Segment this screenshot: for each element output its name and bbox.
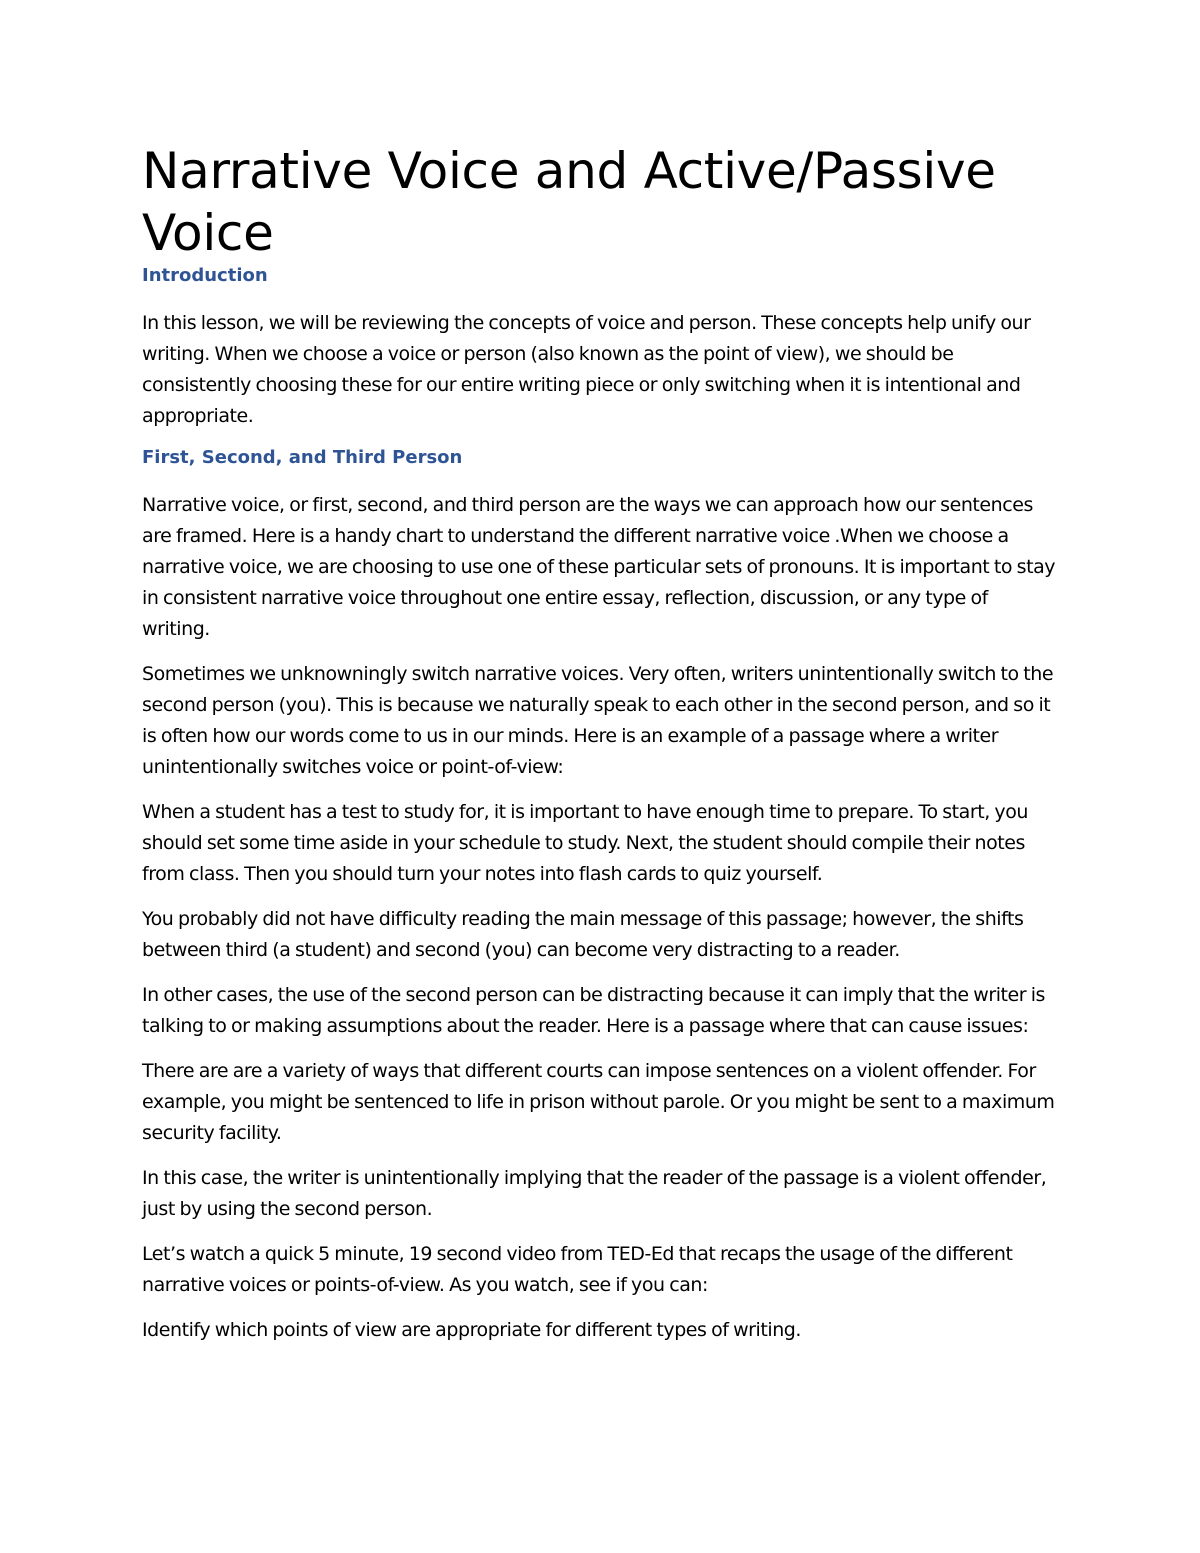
paragraph-example-courts: There are are a variety of ways that different courts can impose sentences on a violent offender. For example, you might be sentenced to life in prison without parole. Or you might be sent to a maximum security facility. [142, 1060, 1055, 1144]
document-body [142, 140, 1060, 1360]
paragraph-in-this-case: In this case, the writer is unintentionally implying that the reader of the passage is a violent offender, just by using the second person. [142, 1167, 1047, 1220]
paragraph-other-cases: In other cases, the use of the second person can be distracting because it can imply that the writer is talking to or making assumptions about the reader. Here is a passage where that can cause issues: [142, 984, 1046, 1037]
paragraph-introduction: In this lesson, we will be reviewing the concepts of voice and person. These concepts help unify our writing. When we choose a voice or person (also known as the point of view), we should be consistently choosing these for our entire writing piece or only switching when it is intentional and appropriate. [142, 312, 1031, 427]
paragraph-unknowingly-switch: Sometimes we unknowningly switch narrative voices. Very often, writers unintentionally switch to the second person (you). This is because we naturally speak to each other in the second person, and so it is often how our words come to us in our minds. Here is an example of a passage where a writer unintentionally switches voice or point-of-view: [142, 663, 1054, 778]
paragraph-example-student: When a student has a test to study for, it is important to have enough time to prepare. To start, you should set some time aside in your schedule to study. Next, the student should compile their notes from class. Then you should turn your notes into flash cards to quiz yourself. [142, 801, 1028, 885]
paragraph-difficulty-reading: You probably did not have difficulty reading the main message of this passage; however, the shifts between third (a student) and second (you) can become very distracting to a reader. [142, 908, 1024, 961]
paragraph-identify-points-of-view: Identify which points of view are appropriate for different types of writing. [142, 1319, 801, 1341]
heading-first-second-third-person: First, Second, and Third Person [142, 447, 463, 468]
paragraph-ted-ed-video: Let’s watch a quick 5 minute, 19 second video from TED-Ed that recaps the usage of the different narrative voices or points-of-view. As you watch, see if you can: [142, 1243, 1013, 1296]
heading-introduction: Introduction [142, 265, 268, 286]
paragraph-narrative-voice: Narrative voice, or first, second, and third person are the ways we can approach how our sentences are framed. Here is a handy chart to understand the different narrative voice .When we choose a narrative voice, we are choosing to use one of these particular sets of pronouns. It is important to stay in consistent narrative voice throughout one entire essay, reflection, discussion, or any type of writing. [142, 494, 1056, 640]
document-title: Narrative Voice and Active/Passive Voice [142, 142, 996, 262]
